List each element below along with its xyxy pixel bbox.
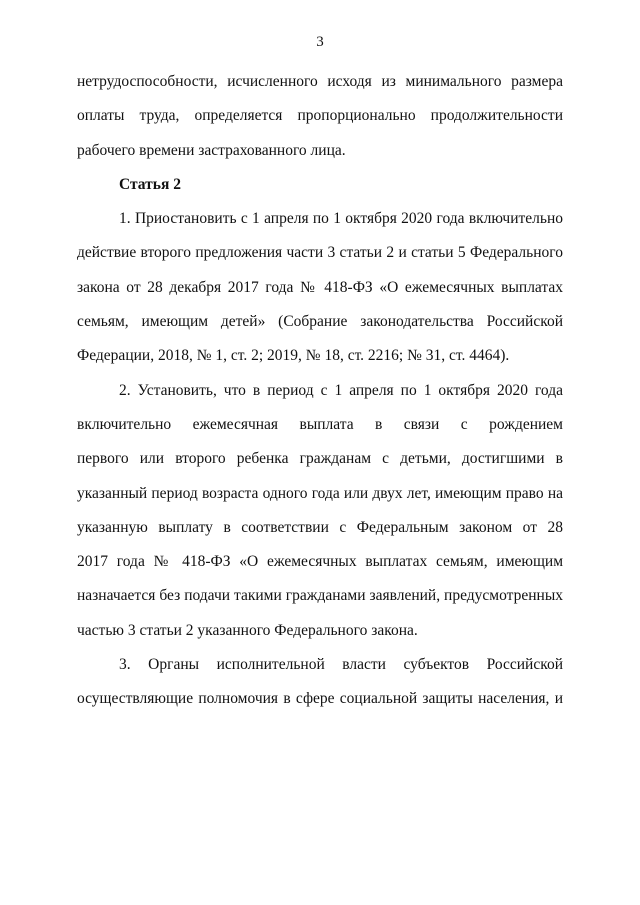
text-line: 3. Органы исполнительной власти субъектов Российской <box>119 656 563 674</box>
text-line: действие второго предложения части 3 статьи 2 и статьи 5 Федерального <box>77 244 563 262</box>
text-line: включительно ежемесячная выплата в связи с рождением <box>77 415 563 433</box>
paragraph-clause-3 <box>77 648 563 717</box>
text-line: семьям, имеющим детей» (Собрание законодательства Российской <box>77 313 563 331</box>
page-number: 3 <box>316 34 324 50</box>
text-line: оплаты труда, определяется пропорционально продолжительности <box>77 107 563 125</box>
text-line: 2. Установить, что в период с 1 апреля по 1 октября 2020 года <box>119 381 563 399</box>
text-line: Федерации, 2018, № 1, ст. 2; 2019, № 18, ст. 2216; № 31, ст. 4464). <box>77 347 510 365</box>
paragraph-clause-1 <box>77 202 563 373</box>
text-line: закона от 28 декабря 2017 года № 418-ФЗ «О ежемесячных выплатах <box>77 278 563 296</box>
paragraph-continuation <box>77 65 563 168</box>
text-line: 2017 года № 418-ФЗ «О ежемесячных выплатах семьям, имеющим <box>77 553 563 571</box>
document-body <box>77 65 563 717</box>
text-line: 1. Приостановить с 1 апреля по 1 октября 2020 года включительно <box>119 210 563 228</box>
article-title: Статья 2 <box>119 175 181 193</box>
text-line: рабочего времени застрахованного лица. <box>77 141 346 159</box>
paragraph-clause-2 <box>77 374 563 648</box>
text-line: указанную выплату в соответствии с Федеральным законом от 28 <box>77 518 563 536</box>
text-line: осуществляющие полномочия в сфере социальной защиты населения, и <box>77 690 563 708</box>
article-heading <box>77 168 563 202</box>
text-line: указанный период возраста одного года или двух лет, имеющим право на <box>77 484 563 502</box>
text-line: первого или второго ребенка гражданам с детьми, достигшими в <box>77 450 563 468</box>
text-line: назначается без подачи такими гражданами заявлений, предусмотренных <box>77 587 563 605</box>
text-line: нетрудоспособности, исчисленного исходя из минимального размера <box>77 73 563 90</box>
text-line: частью 3 статьи 2 указанного Федерального закона. <box>77 621 418 639</box>
